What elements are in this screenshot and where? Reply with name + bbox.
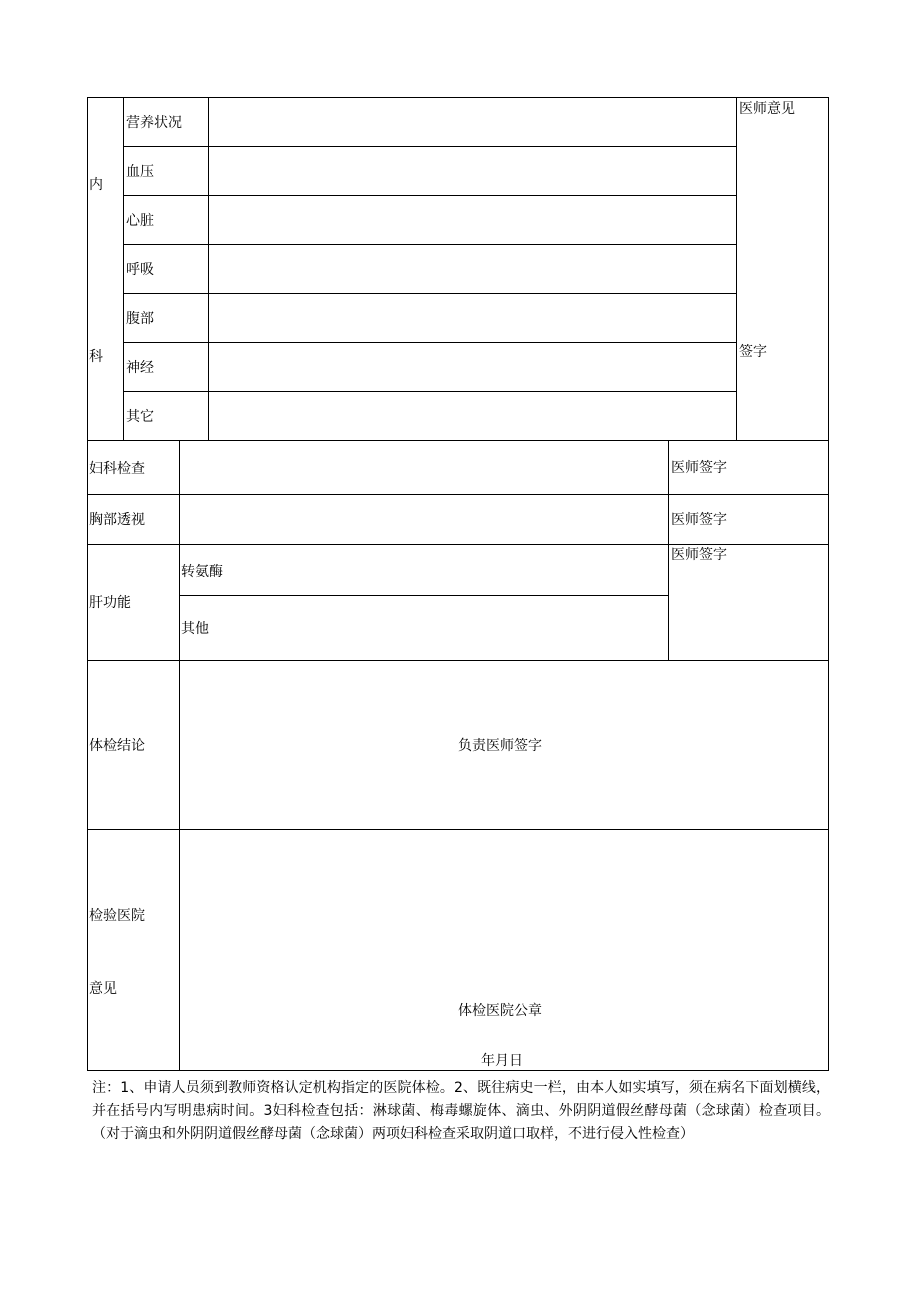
liver-sign-label: 医师签字 [671,547,727,563]
hospital-label-cell [87,829,180,1071]
neike-item-value-field[interactable] [208,146,737,196]
liver-label-cell [87,544,180,661]
conclusion-label: 体检结论 [89,738,145,754]
conclusion-sign-label: 负责医师签字 [458,738,542,754]
liver-sub-item-label: 转氨酶 [181,564,223,580]
neike-item-label-cell [123,244,209,294]
liver-sub-item-label: 其他 [181,621,209,637]
neike-label-top: 内 [89,177,103,193]
neike-item-label: 腹部 [126,311,154,327]
liver-label: 肝功能 [89,595,131,611]
neike-sign-label: 签字 [739,344,767,360]
gyn-label: 妇科检查 [89,461,145,477]
neike-item-label: 神经 [126,360,154,376]
neike-item-label: 其它 [126,409,154,425]
neike-label-bottom: 科 [89,349,103,365]
neike-item-value-field[interactable] [208,293,737,343]
hospital-seal-label: 体检医院公章 [458,1003,542,1019]
neike-label-cell [87,97,124,441]
neike-item-label-cell [123,293,209,343]
neike-item-label: 呼吸 [126,262,154,278]
conclusion-field[interactable] [179,660,829,830]
neike-item-label: 营养状况 [126,115,182,131]
neike-item-label-cell [123,342,209,392]
gyn-sign-label: 医师签字 [671,460,727,476]
neike-item-label: 心脏 [126,213,154,229]
neike-item-label-cell [123,391,209,441]
hospital-label-line2: 意见 [89,981,117,997]
hospital-opinion-field[interactable] [179,829,829,1071]
neike-opinion-label: 医师意见 [739,101,795,117]
neike-item-value-field[interactable] [208,97,737,147]
liver-sign-field[interactable] [668,544,829,661]
gyn-label-cell [87,440,180,495]
neike-item-label-cell [123,146,209,196]
chest-value-field[interactable] [179,494,669,545]
neike-item-value-field[interactable] [208,391,737,441]
neike-item-label-cell [123,97,209,147]
neike-item-value-field[interactable] [208,342,737,392]
hospital-date-label: 年月日 [481,1053,523,1069]
chest-sign-label: 医师签字 [671,512,727,528]
neike-opinion-field[interactable] [736,97,829,441]
neike-item-label-cell [123,195,209,245]
liver-sub-item-field[interactable] [179,544,669,596]
gyn-value-field[interactable] [179,440,669,495]
form-footnote: 注：1、申请人员须到教师资格认定机构指定的医院体检。2、既往病史一栏，由本人如实填写，须在病名下面划横线，并在括号内写明患病时间。3妇科检查包括：淋球菌、梅毒螺旋体、滴虫、外阴阴道假丝酵母菌（念球菌）检查项目。（对于滴虫和外阴阴道假丝酵母菌（念球菌）两项妇科检查采取阴道口取样，不进行侵入性检查） [92,1080,830,1142]
neike-item-value-field[interactable] [208,244,737,294]
hospital-label-line1: 检验医院 [89,908,145,924]
neike-item-value-field[interactable] [208,195,737,245]
chest-sign-field[interactable] [668,494,829,545]
chest-label-cell [87,494,180,545]
neike-item-label: 血压 [126,164,154,180]
liver-sub-item-field[interactable] [179,595,669,661]
chest-label: 胸部透视 [89,512,145,528]
conclusion-label-cell [87,660,180,830]
gyn-sign-field[interactable] [668,440,829,495]
